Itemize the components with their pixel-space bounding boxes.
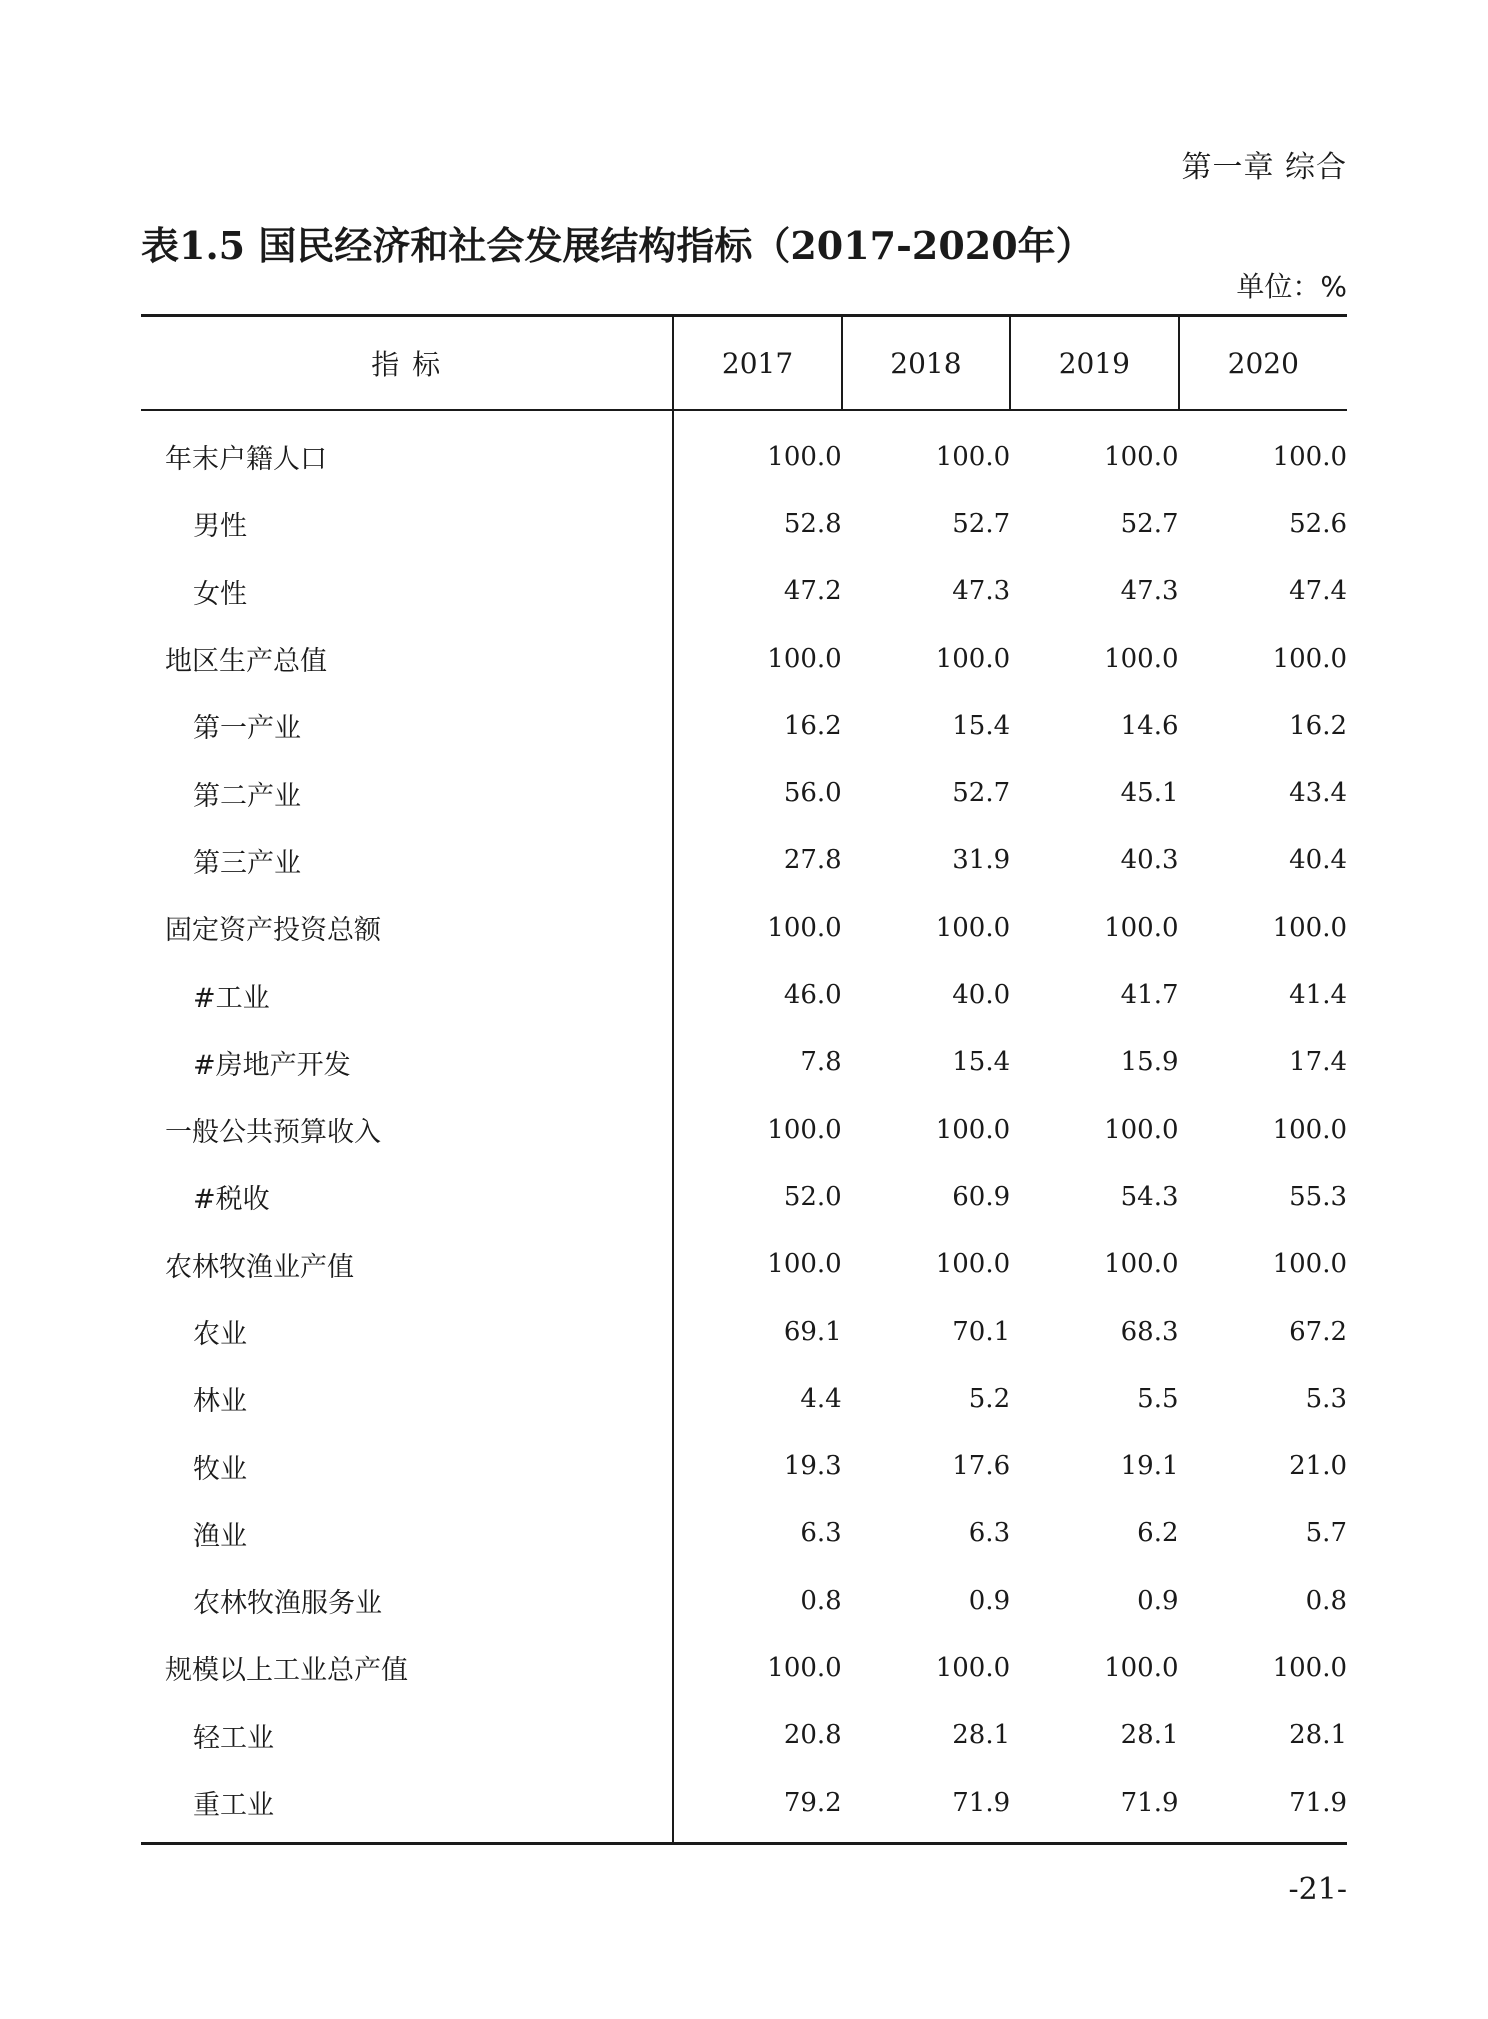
table-row [141,558,1347,625]
table-row [141,1163,1347,1230]
row-label: 重工业 [141,1769,673,1844]
value-cell-2018: 100.0 [935,912,1011,943]
value-cell-2020: 100.0 [1272,441,1347,472]
value-cell-2019: 19.1 [1120,1451,1179,1482]
value-cell-2020: 100.0 [1272,1652,1347,1683]
row-label: 年末户籍人口 [141,410,673,490]
value-cell-2017: 46.0 [783,980,842,1011]
value-cell-2020: 5.3 [1305,1383,1347,1414]
value-cell-2019: 54.3 [1120,1181,1179,1212]
value-cell-2019: 100.0 [1104,1652,1179,1683]
row-label: 林业 [141,1365,673,1432]
year-column-header: 2017 [673,316,841,411]
table-header-row [141,316,1347,411]
table-row [141,961,1347,1028]
value-cell-2019: 52.7 [1120,508,1179,539]
row-label: 农业 [141,1298,673,1365]
row-label: 第一产业 [141,692,673,759]
value-cell-2017: 27.8 [783,845,842,876]
value-cell-2019: 100.0 [1104,643,1179,674]
value-cell-2018: 100.0 [935,1652,1011,1683]
value-cell-2017: 52.8 [783,508,842,539]
value-cell-2019: 68.3 [1120,1316,1179,1347]
value-cell-2018: 52.7 [952,778,1011,809]
row-label: 轻工业 [141,1702,673,1769]
value-cell-2020: 100.0 [1272,643,1347,674]
value-cell-2019: 28.1 [1120,1720,1179,1751]
value-cell-2018: 31.9 [952,845,1011,876]
value-cell-2017: 56.0 [783,778,842,809]
value-cell-2020: 5.7 [1305,1518,1347,1549]
table-row [141,490,1347,557]
value-cell-2019: 100.0 [1104,912,1179,943]
value-cell-2018: 5.2 [968,1383,1011,1414]
value-cell-2017: 100.0 [767,1114,842,1145]
value-cell-2020: 100.0 [1272,912,1347,943]
value-cell-2020: 17.4 [1289,1047,1347,1078]
value-cell-2018: 15.4 [952,1047,1011,1078]
row-label: 男性 [141,490,673,557]
value-cell-2019: 100.0 [1104,1249,1179,1280]
value-cell-2017: 100.0 [767,643,842,674]
value-cell-2017: 100.0 [767,1652,842,1683]
value-cell-2017: 7.8 [800,1047,842,1078]
table-row [141,692,1347,759]
row-label: 牧业 [141,1432,673,1499]
value-cell-2019: 100.0 [1104,441,1179,472]
value-cell-2018: 100.0 [935,643,1011,674]
table-body [141,410,1347,1844]
value-cell-2018: 17.6 [952,1451,1011,1482]
value-cell-2017: 19.3 [783,1451,842,1482]
value-cell-2019: 45.1 [1120,778,1179,809]
value-cell-2017: 100.0 [767,912,842,943]
row-label: 一般公共预算收入 [141,1096,673,1163]
value-cell-2020: 28.1 [1289,1720,1347,1751]
value-cell-2018: 15.4 [952,710,1011,741]
table-title: 表1.5 国民经济和社会发展结构指标（2017-2020年） [141,223,1094,268]
year-column-header: 2018 [842,316,1010,411]
value-cell-2017: 79.2 [673,1769,841,1844]
value-cell-2019: 47.3 [1120,576,1179,607]
table-row [141,894,1347,961]
value-cell-2017: 20.8 [783,1720,842,1751]
table-row [141,759,1347,826]
page-number: -21- [1288,1872,1347,1907]
table-row [141,1769,1347,1844]
value-cell-2018: 60.9 [952,1181,1011,1212]
value-cell-2019: 6.2 [1137,1518,1179,1549]
unit-label: 单位：% [1236,270,1347,303]
row-label: 农林牧渔服务业 [141,1567,673,1634]
value-cell-2020: 71.9 [1179,1769,1347,1844]
value-cell-2019: 5.5 [1137,1383,1179,1414]
value-cell-2017: 100.0 [767,1249,842,1280]
value-cell-2017: 47.2 [783,576,842,607]
table-row [141,1500,1347,1567]
value-cell-2020: 100.0 [1272,1249,1347,1280]
row-label: 渔业 [141,1500,673,1567]
value-cell-2020: 67.2 [1289,1316,1347,1347]
value-cell-2019: 41.7 [1120,980,1179,1011]
table-row [141,1432,1347,1499]
value-cell-2020: 100.0 [1272,1114,1347,1145]
row-label: 规模以上工业总产值 [141,1634,673,1701]
table-row [141,1096,1347,1163]
value-cell-2018: 6.3 [968,1518,1011,1549]
value-cell-2017: 100.0 [767,441,842,472]
value-cell-2017: 6.3 [800,1518,842,1549]
value-cell-2018: 52.7 [952,508,1011,539]
value-cell-2019: 0.9 [1137,1585,1179,1616]
value-cell-2019: 40.3 [1120,845,1179,876]
value-cell-2020: 0.8 [1305,1585,1347,1616]
value-cell-2017: 52.0 [783,1181,842,1212]
row-label: 女性 [141,558,673,625]
value-cell-2020: 21.0 [1289,1451,1347,1482]
value-cell-2018: 70.1 [952,1316,1011,1347]
value-cell-2018: 100.0 [935,1114,1011,1145]
value-cell-2019: 14.6 [1120,710,1179,741]
value-cell-2018: 71.9 [842,1769,1010,1844]
value-cell-2020: 43.4 [1289,778,1347,809]
chapter-heading: 第一章 综合 [1181,150,1347,185]
row-label: 第三产业 [141,827,673,894]
value-cell-2019: 100.0 [1104,1114,1179,1145]
value-cell-2017: 4.4 [800,1383,842,1414]
value-cell-2017: 16.2 [783,710,842,741]
value-cell-2020: 55.3 [1289,1181,1347,1212]
year-column-header: 2020 [1179,316,1347,411]
table-row [141,410,1347,490]
value-cell-2020: 41.4 [1289,980,1347,1011]
value-cell-2019: 15.9 [1120,1047,1179,1078]
table-row [141,1231,1347,1298]
table-row [141,1634,1347,1701]
structure-indicators-table [141,314,1347,1845]
row-label: 固定资产投资总额 [141,894,673,961]
value-cell-2018: 47.3 [952,576,1011,607]
value-cell-2020: 16.2 [1289,710,1347,741]
value-cell-2017: 0.8 [800,1585,842,1616]
value-cell-2020: 47.4 [1289,576,1347,607]
table-row [141,827,1347,894]
row-label: #房地产开发 [141,1029,673,1096]
table-row [141,625,1347,692]
value-cell-2018: 28.1 [952,1720,1011,1751]
row-label: 农林牧渔业产值 [141,1231,673,1298]
row-label: #税收 [141,1163,673,1230]
value-cell-2020: 52.6 [1289,508,1347,539]
table-row [141,1365,1347,1432]
row-label: 第二产业 [141,759,673,826]
table-row [141,1702,1347,1769]
indicator-column-header: 指 标 [141,316,673,411]
table-row [141,1567,1347,1634]
value-cell-2017: 69.1 [783,1316,842,1347]
table-row [141,1298,1347,1365]
value-cell-2018: 100.0 [935,441,1011,472]
value-cell-2020: 40.4 [1289,845,1347,876]
value-cell-2019: 71.9 [1010,1769,1178,1844]
table-row [141,1029,1347,1096]
value-cell-2018: 0.9 [968,1585,1011,1616]
year-column-header: 2019 [1010,316,1178,411]
value-cell-2018: 100.0 [935,1249,1011,1280]
value-cell-2018: 40.0 [952,980,1011,1011]
row-label: #工业 [141,961,673,1028]
row-label: 地区生产总值 [141,625,673,692]
